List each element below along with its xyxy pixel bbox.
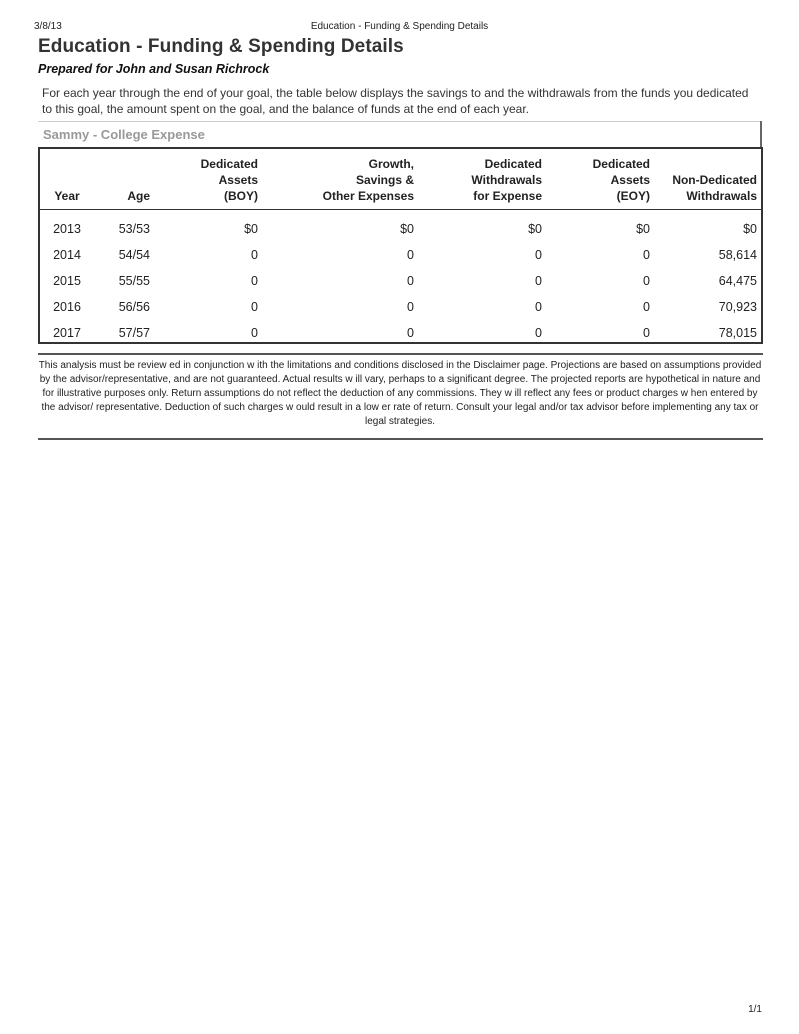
- cell-age: 55/55: [118, 274, 150, 288]
- column-header-dedicated-assets-eoy: [546, 149, 654, 210]
- table-row: [40, 210, 761, 243]
- column-header-line: Savings &: [355, 173, 414, 187]
- column-header-non-dedicated-withdrawals: [654, 149, 761, 210]
- cell-dedicated-assets-eoy: 0: [643, 274, 650, 288]
- cell-age: 53/53: [118, 222, 150, 236]
- column-header-line: Assets: [218, 173, 258, 187]
- cell-dedicated-assets-boy: 0: [251, 300, 258, 314]
- cell-growth-savings-other: 0: [407, 326, 414, 340]
- cell-dedicated-assets-boy: 0: [251, 274, 258, 288]
- cell-year: 2014: [53, 248, 81, 262]
- intro-paragraph: For each year through the end of your goal, the table below displays the savings to and the withdrawals from the funds you dedicated to this goal, the amount spent on the goal, and the balance of funds at the end of each year.: [42, 86, 749, 116]
- page-number: 1/1: [748, 1004, 762, 1015]
- column-header-line: Dedicated: [484, 157, 542, 171]
- table-header-row: [40, 149, 761, 210]
- column-header-line: Age: [127, 189, 150, 203]
- column-header-line: Year: [54, 189, 80, 203]
- column-header-line: [44, 156, 90, 172]
- cell-dedicated-assets-eoy: 0: [643, 300, 650, 314]
- cell-non-dedicated-withdrawals: 64,475: [718, 274, 757, 288]
- column-header-line: (BOY): [224, 189, 258, 203]
- cell-age: 56/56: [118, 300, 150, 314]
- page-title: Education - Funding & Spending Details: [38, 36, 404, 57]
- column-header-line: Assets: [610, 173, 650, 187]
- cell-dedicated-assets-eoy: 0: [643, 248, 650, 262]
- column-header-line: [658, 156, 757, 172]
- prepared-for: Prepared for John and Susan Richrock: [38, 62, 270, 76]
- cell-dedicated-withdrawals: 0: [535, 248, 542, 262]
- column-header-growth-savings-other: [262, 149, 418, 210]
- funding-table-container: [38, 147, 763, 344]
- cell-non-dedicated-withdrawals: 78,015: [718, 326, 757, 340]
- column-header-line: Growth,: [368, 157, 414, 171]
- cell-growth-savings-other: 0: [407, 248, 414, 262]
- cell-year: 2017: [53, 326, 81, 340]
- cell-growth-savings-other: 0: [407, 300, 414, 314]
- disclaimer-text: This analysis must be review ed in conjunction w ith the limitations and conditions disclosed in the Disclaimer page. Projections are based on assumptions provided by the advisor/representative, and are not guaranteed. Actual results w ill vary, perhaps to a significant degree. The projected reports are hypothetical in nature and for illustrative purposes only. Return assumptions do not reflect the deduction of any commissions. They w ill reflect any fees or product charges w hen entered by the advisor/ representative. Deduction of such charges w ould result in a low er rate of return. Consult your legal and/or tax advisor before implementing any tax or legal strategies.: [38, 360, 762, 427]
- column-header-line: Dedicated: [200, 157, 258, 171]
- column-header-age: [94, 149, 154, 210]
- cell-non-dedicated-withdrawals: $0: [743, 222, 757, 236]
- cell-growth-savings-other: 0: [407, 274, 414, 288]
- table-row: [40, 268, 761, 294]
- column-header-line: [98, 156, 150, 172]
- cell-dedicated-withdrawals: 0: [535, 326, 542, 340]
- cell-growth-savings-other: $0: [400, 222, 414, 236]
- table-row: [40, 242, 761, 268]
- cell-year: 2015: [53, 274, 81, 288]
- column-header-line: Withdrawals: [686, 189, 757, 203]
- cell-dedicated-assets-eoy: $0: [636, 222, 650, 236]
- disclaimer-bottom-rule: [38, 438, 763, 440]
- cell-age: 57/57: [118, 326, 150, 340]
- column-header-line: (EOY): [616, 189, 650, 203]
- disclaimer-top-rule: [38, 353, 763, 355]
- column-header-line: [98, 172, 150, 188]
- cell-dedicated-assets-boy: $0: [244, 222, 258, 236]
- table-body: [40, 210, 761, 347]
- print-header-title: Education - Funding & Spending Details: [310, 21, 489, 32]
- section-corner-rule: [760, 121, 762, 147]
- section-divider: [38, 121, 762, 122]
- column-header-dedicated-assets-boy: [154, 149, 262, 210]
- column-header-line: [44, 172, 90, 188]
- cell-dedicated-withdrawals: $0: [528, 222, 542, 236]
- cell-dedicated-assets-boy: 0: [251, 248, 258, 262]
- cell-dedicated-withdrawals: 0: [535, 300, 542, 314]
- cell-year: 2016: [53, 300, 81, 314]
- cell-non-dedicated-withdrawals: 70,923: [718, 300, 757, 314]
- cell-dedicated-assets-eoy: 0: [643, 326, 650, 340]
- column-header-line: for Expense: [473, 189, 542, 203]
- table-row: [40, 320, 761, 346]
- cell-dedicated-assets-boy: 0: [251, 326, 258, 340]
- print-date: 3/8/13: [34, 21, 62, 32]
- column-header-line: Dedicated: [592, 157, 650, 171]
- cell-year: 2013: [53, 222, 81, 236]
- cell-age: 54/54: [118, 248, 150, 262]
- column-header-line: Withdrawals: [471, 173, 542, 187]
- column-header-year: [40, 149, 94, 210]
- column-header-line: Other Expenses: [322, 189, 414, 203]
- cell-dedicated-withdrawals: 0: [535, 274, 542, 288]
- column-header-line: Non-Dedicated: [672, 173, 757, 187]
- table-row: [40, 294, 761, 320]
- funding-table: [40, 149, 761, 346]
- column-header-dedicated-withdrawals: [418, 149, 546, 210]
- section-title: Sammy - College Expense: [43, 127, 205, 142]
- cell-non-dedicated-withdrawals: 58,614: [718, 248, 757, 262]
